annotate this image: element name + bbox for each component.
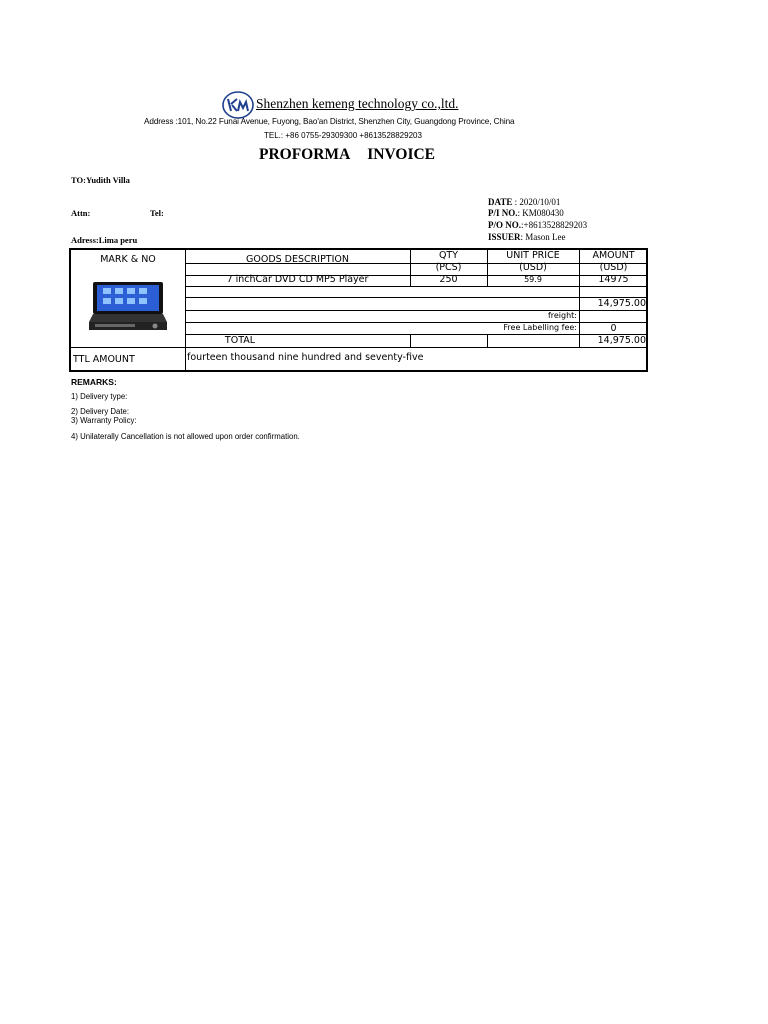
- header-amount: AMOUNT: [592, 250, 635, 261]
- company-tel: TEL.: +86 0755-29309300 +8613528829203: [264, 131, 422, 140]
- labelling-fee-label: Free Labelling fee:: [503, 323, 577, 332]
- product-image: [85, 278, 171, 334]
- item-amount: 14975: [598, 274, 629, 285]
- customer-attn-label: Attn:: [71, 208, 91, 218]
- company-logo: [221, 90, 255, 120]
- remarks-title: REMARKS:: [71, 377, 117, 387]
- date-value: : 2020/10/01: [514, 197, 561, 207]
- issuer-value: : Mason Lee: [520, 232, 566, 242]
- po-label: P/O NO.: [488, 220, 521, 230]
- header-unit-price: UNIT PRICE: [506, 250, 560, 261]
- header-qty: QTY: [438, 250, 459, 261]
- item-description: 7 inchCar DVD CD MP5 Player: [226, 274, 369, 285]
- header-amount-currency: (USD): [599, 262, 628, 273]
- date-label: DATE: [488, 197, 513, 207]
- pi-label: P/I NO.: [488, 208, 518, 218]
- company-address: Address :101, No.22 Funai Avenue, Fuyong, Bao'an District, Shenzhen City, Guangdong Province, China: [144, 117, 515, 126]
- pi-value: : KM080430: [517, 208, 564, 218]
- header-unit-price-currency: (USD): [519, 262, 547, 273]
- header-mark: MARK & NO: [100, 254, 156, 265]
- labelling-fee-value: 0: [610, 323, 617, 334]
- remark-item: 3) Warranty Policy:: [71, 416, 137, 425]
- remark-item: 1) Delivery type:: [71, 392, 128, 401]
- page-title: PROFORMA INVOICE: [259, 146, 436, 163]
- subtotal-value: 14,975.00: [597, 298, 646, 309]
- remark-item: 4) Unilaterally Cancellation is not allowed upon order confirmation.: [71, 432, 300, 441]
- info-issuer: [488, 232, 566, 242]
- header-goods: GOODS DESCRIPTION: [246, 254, 349, 265]
- company-name: Shenzhen kemeng technology co.,ltd.: [256, 96, 459, 111]
- total-label: TOTAL: [224, 335, 256, 346]
- ttl-amount-label: TTL AMOUNT: [73, 354, 135, 365]
- info-pi-no: [488, 208, 564, 218]
- invoice-table: [69, 248, 648, 372]
- freight-label: freight:: [547, 311, 577, 320]
- total-value: 14,975.00: [597, 335, 646, 346]
- issuer-label: ISSUER: [488, 232, 521, 242]
- item-unit-price: 59.9: [524, 275, 542, 284]
- customer-address: Adress:Lima peru: [71, 235, 138, 245]
- remark-item: 2) Delivery Date:: [71, 407, 130, 416]
- ttl-amount-words: fourteen thousand nine hundred and seventy-five: [187, 352, 424, 363]
- po-value: :+8613528829203: [521, 220, 588, 230]
- item-qty: 250: [439, 274, 458, 285]
- info-po-no: [488, 220, 587, 230]
- customer-to: TO:Yudith Villa: [71, 175, 130, 185]
- info-date: [488, 197, 560, 207]
- header-qty-unit: (PCS): [435, 262, 462, 273]
- customer-tel-label: Tel:: [150, 208, 164, 218]
